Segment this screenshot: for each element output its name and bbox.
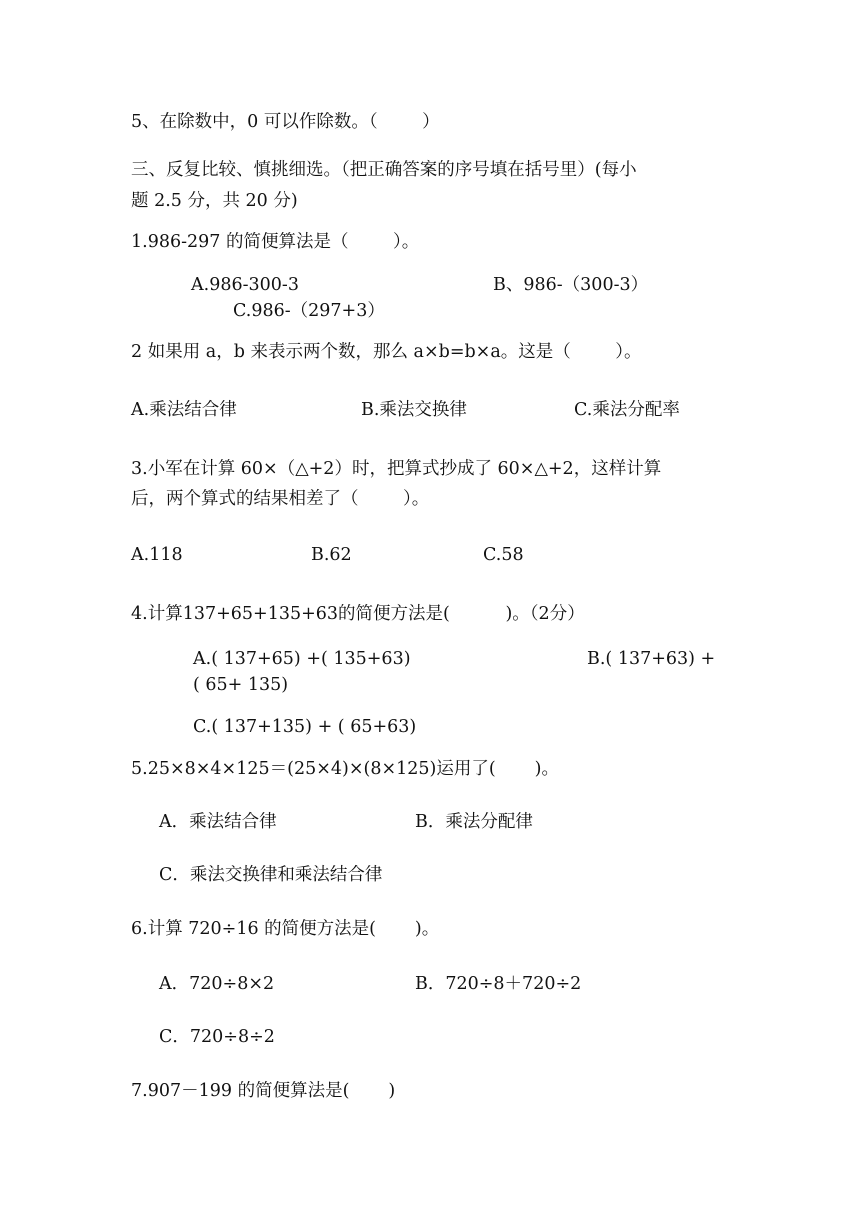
question-6-option-a: A．720÷8×2: [159, 974, 275, 994]
question-2-stem: 2 如果用 a，b 来表示两个数，那么 a×b=b×a。这是（ ）。: [131, 342, 642, 362]
question-6-option-c: C．720÷8÷2: [159, 1027, 275, 1047]
question-7-stem: 7.907－199 的简便算法是( ): [131, 1081, 396, 1101]
question-2-option-a: A.乘法结合律: [131, 400, 237, 420]
question-1-option-c: C.986-（297+3）: [233, 301, 385, 321]
question-6-stem: 6.计算 720÷16 的简便方法是( )。: [131, 919, 440, 939]
question-3-option-a: A.118: [131, 545, 183, 565]
question-5-option-a: A．乘法结合律: [159, 812, 277, 832]
question-3-option-b: B.62: [311, 545, 352, 565]
question-4-option-c: C.( 137+135) + ( 65+63): [193, 717, 417, 737]
question-5-stem: 5.25×8×4×125＝(25×4)×(8×125)运用了( )。: [131, 759, 559, 779]
question-4-option-a: A.( 137+65) +( 135+63): [193, 649, 411, 669]
question-6-option-b: B．720÷8＋720÷2: [415, 974, 582, 994]
section-3-heading-line-2: 题 2.5 分，共 20 分): [131, 191, 298, 211]
section-3-heading-line-1: 三、反复比较、慎挑细选。（把正确答案的序号填在括号里）(每小: [131, 160, 637, 180]
question-5-option-c: C．乘法交换律和乘法结合律: [159, 865, 383, 885]
question-1-option-b: B、986-（300-3）: [493, 275, 649, 295]
question-4-stem: 4.计算137+65+135+63的简便方法是( )。（2分）: [131, 604, 585, 624]
question-4-option-b-line-1: B.( 137+63) +: [587, 649, 716, 669]
question-1-stem: 1.986-297 的简便算法是（ ）。: [131, 232, 420, 252]
judgment-question-5: 5、在除数中，0 可以作除数。（ ）: [131, 112, 440, 132]
question-3-option-c: C.58: [483, 545, 524, 565]
question-3-stem-line-2: 后，两个算式的结果相差了（ ）。: [131, 489, 430, 509]
question-4-option-b-line-2: ( 65+ 135): [193, 675, 289, 695]
question-5-option-b: B．乘法分配律: [415, 812, 533, 832]
question-3-stem-line-1: 3.小军在计算 60×（△+2）时，把算式抄成了 60×△+2，这样计算: [131, 459, 662, 479]
question-2-option-c: C.乘法分配率: [574, 400, 680, 420]
question-1-option-a: A.986-300-3: [191, 275, 299, 295]
question-2-option-b: B.乘法交换律: [361, 400, 467, 420]
